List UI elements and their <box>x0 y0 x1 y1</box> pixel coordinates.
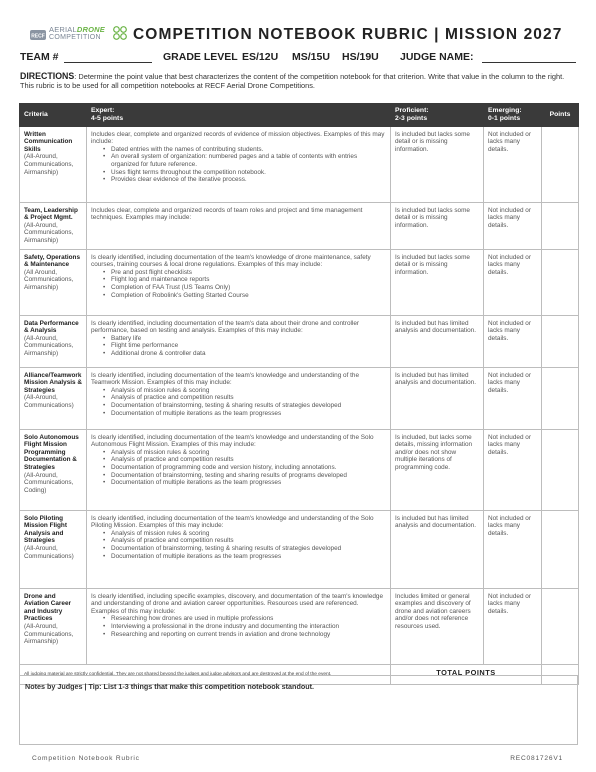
page-footer-title: Competition Notebook Rubric <box>32 755 140 762</box>
points-input-cell[interactable] <box>542 315 579 367</box>
expert-description: Is clearly identified, including documentation of the team's knowledge and understanding of the Solo Piloting Mission. Examples of this may include: <box>91 514 374 530</box>
criterion-categories: (All-Around, Communications) <box>24 394 74 409</box>
grade-hs-option[interactable]: HS/19U <box>342 51 379 63</box>
criterion-cell <box>20 510 87 588</box>
example-item: • Completion of FAA Trust (US Teams Only) <box>111 284 386 292</box>
criterion-name: Data Performance & Analysis <box>24 319 79 335</box>
team-number-field[interactable] <box>64 62 152 63</box>
rubric-row <box>20 202 579 249</box>
table-header-row <box>20 104 579 127</box>
criterion-categories: (All Around, Communications, Airmanship) <box>24 268 74 291</box>
header-expert-label: Expert: <box>91 107 115 114</box>
confidentiality-note: All judging material are strictly confidential. They are not shared beyond the judges and judge advisors and are destroyed at the end of the event. <box>20 664 391 685</box>
example-item: • Flight time performance <box>111 342 386 350</box>
rubric-row <box>20 126 579 202</box>
emerging-cell: Not included or lacks many details. <box>484 429 542 510</box>
logo-word-aerial: AERIAL <box>49 25 77 34</box>
example-item: • Researching and reporting on current trends in aviation and drone technology <box>111 631 386 639</box>
total-points-label: TOTAL POINTS <box>391 664 542 685</box>
example-item: • Documentation of multiple iterations as the team progresses <box>111 479 386 487</box>
judge-name-field[interactable] <box>482 62 576 63</box>
criterion-name: Drone and Aviation Career and Industry Practices <box>24 592 71 623</box>
criterion-cell <box>20 126 87 202</box>
proficient-cell: Is included but has limited analysis and documentation. <box>391 510 484 588</box>
expert-cell <box>87 315 391 367</box>
example-item: • Documentation of brainstorming, testing and sharing results of programs developed <box>111 472 386 480</box>
criterion-categories: (All-Around, Communications, Airmanship) <box>24 221 74 244</box>
proficient-cell: Is included, but lacks some details, missing information and/or does not show multiple iterations of programming code. <box>391 429 484 510</box>
example-list <box>111 449 386 487</box>
example-list <box>111 615 386 638</box>
proficient-cell: Is included but has limited analysis and documentation. <box>391 367 484 429</box>
example-item: • Documentation of programming code and version history, including annotations. <box>111 464 386 472</box>
example-item: • Analysis of practice and competition results <box>111 394 386 402</box>
expert-description: Is clearly identified, including documentation of the team's knowledge and understanding of the Teamwork Mission. Examples of this may include: <box>91 371 360 387</box>
rubric-body <box>20 126 579 664</box>
expert-cell <box>87 510 391 588</box>
proficient-cell: Is included but lacks some detail or is missing information. <box>391 126 484 202</box>
example-list <box>111 530 386 560</box>
header-expert-points: 4-5 points <box>91 114 124 122</box>
example-item: • Dated entries with the names of contributing students. <box>111 146 386 154</box>
example-item: • Analysis of mission rules & scoring <box>111 387 386 395</box>
example-item: • Interviewing a professional in the drone industry and documenting the interaction <box>111 623 386 631</box>
expert-cell <box>87 126 391 202</box>
criterion-cell <box>20 249 87 315</box>
criterion-name: Team, Leadership & Project Mgmt. <box>24 206 78 222</box>
header-expert <box>87 104 391 127</box>
criterion-cell <box>20 367 87 429</box>
expert-cell <box>87 367 391 429</box>
example-list <box>111 146 386 184</box>
rubric-row <box>20 588 579 664</box>
points-input-cell[interactable] <box>542 510 579 588</box>
proficient-cell: Is included but has limited analysis and documentation. <box>391 315 484 367</box>
emerging-cell: Not included or lacks many details. <box>484 249 542 315</box>
points-input-cell[interactable] <box>542 588 579 664</box>
emerging-cell: Not included or lacks many details. <box>484 126 542 202</box>
header-emerging-points: 0-1 points <box>488 114 521 122</box>
criterion-categories: (All-Around, Communications, Airmanship) <box>24 622 74 646</box>
rubric-row <box>20 510 579 588</box>
criterion-name: Solo Piloting Mission Flight Analysis and Strategies <box>24 514 67 545</box>
rubric-row <box>20 367 579 429</box>
example-list <box>111 269 386 299</box>
page-title: COMPETITION NOTEBOOK RUBRIC | MISSION 2027 <box>133 26 563 43</box>
header-emerging <box>484 104 542 127</box>
header-emerging-label: Emerging: <box>488 107 522 114</box>
example-item: • Pre and post flight checklists <box>111 269 386 277</box>
points-input-cell[interactable] <box>542 249 579 315</box>
expert-cell <box>87 429 391 510</box>
criterion-cell <box>20 429 87 510</box>
logo-word-drone: DRONE <box>76 25 105 34</box>
recf-logo-icon <box>30 28 46 42</box>
directions-label: DIRECTIONS <box>20 71 75 81</box>
emerging-cell: Not included or lacks many details. <box>484 367 542 429</box>
proficient-cell: Is included but lacks some detail or is missing information. <box>391 202 484 249</box>
example-item: • Documentation of multiple iterations as the team progresses <box>111 553 386 561</box>
emerging-cell: Not included or lacks many details. <box>484 315 542 367</box>
example-item: • Analysis of practice and competition results <box>111 537 386 545</box>
emerging-cell: Not included or lacks many details. <box>484 202 542 249</box>
points-input-cell[interactable] <box>542 202 579 249</box>
expert-cell <box>87 249 391 315</box>
criterion-name: Alliance/Teamwork Mission Analysis & Strategies <box>24 371 83 394</box>
document-code: REC081726V1 <box>510 755 563 762</box>
points-input-cell[interactable] <box>542 367 579 429</box>
expert-description: Includes clear, complete and organized records of team roles and project and time management techniques. Examples may include: <box>91 206 363 222</box>
emerging-cell: Not included or lacks many details. <box>484 588 542 664</box>
example-item: • Analysis of mission rules & scoring <box>111 530 386 538</box>
grade-level-label: GRADE LEVEL <box>163 51 238 63</box>
criterion-categories: (All-Around, Communications, Airmanship) <box>24 334 74 357</box>
header-proficient-points: 2-3 points <box>395 114 428 122</box>
criterion-cell <box>20 588 87 664</box>
header-proficient <box>391 104 484 127</box>
criterion-categories: (All-Around, Communications, Coding) <box>24 471 74 494</box>
logo-mark-text: RECF <box>31 33 45 40</box>
expert-description: Is clearly identified, including documentation of the team's knowledge and understanding of the Solo Autonomous Flight Mission. Examples of this may include: <box>91 433 374 449</box>
proficient-cell: Is included but lacks some detail or is missing information. <box>391 249 484 315</box>
team-info-row <box>20 51 580 67</box>
rubric-row <box>20 429 579 510</box>
criterion-name: Safety, Operations & Maintenance <box>24 253 80 269</box>
example-item: • Additional drone & controller data <box>111 350 386 358</box>
example-item: • Completion of Robolink's Getting Started Course <box>111 292 386 300</box>
example-item: • Researching how drones are used in multiple professions <box>111 615 386 623</box>
proficient-cell: Includes limited or general examples and discovery of drone and aviation careers and/or does not reference resources used. <box>391 588 484 664</box>
emerging-cell: Not included or lacks many details. <box>484 510 542 588</box>
logo-wordmark-line1 <box>49 25 105 34</box>
header-points: Points <box>542 104 579 127</box>
rubric-row <box>20 249 579 315</box>
criterion-cell <box>20 315 87 367</box>
judge-notes-label: Notes by Judges | Tip: List 1-3 things that make this competition notebook standout. <box>25 682 315 691</box>
criterion-name: Solo Autonomous Flight Mission Programming Documentation & Strategies <box>24 433 79 471</box>
example-item: • Uses flight terms throughout the competition notebook. <box>111 169 386 177</box>
criterion-categories: (All-Around, Communications, Airmanship) <box>24 153 74 176</box>
rubric-row <box>20 315 579 367</box>
criterion-categories: (All-Around, Communications) <box>24 544 74 560</box>
example-list <box>111 387 386 417</box>
example-item: • An overall system of organization: numbered pages and a table of contents with entries organized for future reference. <box>111 153 386 168</box>
page-header <box>20 22 580 52</box>
points-input-cell[interactable] <box>542 429 579 510</box>
competition-logo <box>30 25 126 47</box>
criterion-cell <box>20 202 87 249</box>
header-criteria: Criteria <box>20 104 87 127</box>
points-input-cell[interactable] <box>542 126 579 202</box>
example-item: • Documentation of multiple iterations as the team progresses <box>111 410 386 418</box>
header-proficient-label: Proficient: <box>395 107 429 114</box>
example-item: • Flight log and maintenance reports <box>111 276 386 284</box>
directions-body: : Determine the point value that best characterizes the content of the competition notebook for that criterion. Write that value in the column to the right. This rubric is to be used for all competition notebooks at RECF Aerial Drone Competitions. <box>20 72 565 90</box>
example-item: • Analysis of practice and competition results <box>111 456 386 464</box>
expert-description: Is clearly identified, including documentation of the team's knowledge of drone maintenance, safety courses, training courses & local drone regulations. Examples of this may include: <box>91 253 371 269</box>
grade-ms-option[interactable]: MS/15U <box>292 51 330 63</box>
example-item: • Analysis of mission rules & scoring <box>111 449 386 457</box>
expert-description: Is clearly identified, including documentation of the team's data about their drone and controller performance, based on testing and analysis. Examples of this may include: <box>91 319 360 335</box>
example-item: • Provides clear evidence of the iterative process. <box>111 176 386 184</box>
rubric-table <box>19 103 579 685</box>
example-item: • Battery life <box>111 335 386 343</box>
judge-notes-box[interactable] <box>19 675 578 745</box>
grade-es-option[interactable]: ES/12U <box>242 51 279 63</box>
example-list <box>111 335 386 358</box>
expert-cell <box>87 202 391 249</box>
expert-description: Is clearly identified, including specific examples, discovery, and documentation of the team's knowledge and understanding of drone and aviation career opportunities. Resources used are referenced. Examples of this may include: <box>91 592 384 615</box>
judge-name-label: JUDGE NAME: <box>400 51 474 63</box>
drone-rotor-icon <box>113 26 127 40</box>
example-item: • Documentation of brainstorming, testing & sharing results of strategies developed <box>111 402 386 410</box>
criterion-name: Written Communication Skills <box>24 130 73 153</box>
expert-description: Includes clear, complete and organized records of evidence of mission objectives. Examples of this may include: <box>91 130 385 146</box>
example-item: • Documentation of brainstorming, testing & sharing results of strategies developed <box>111 545 386 553</box>
logo-wordmark-line2: COMPETITION <box>49 34 101 41</box>
expert-cell <box>87 588 391 664</box>
team-number-label: TEAM # <box>20 51 59 63</box>
directions-text <box>20 72 576 90</box>
